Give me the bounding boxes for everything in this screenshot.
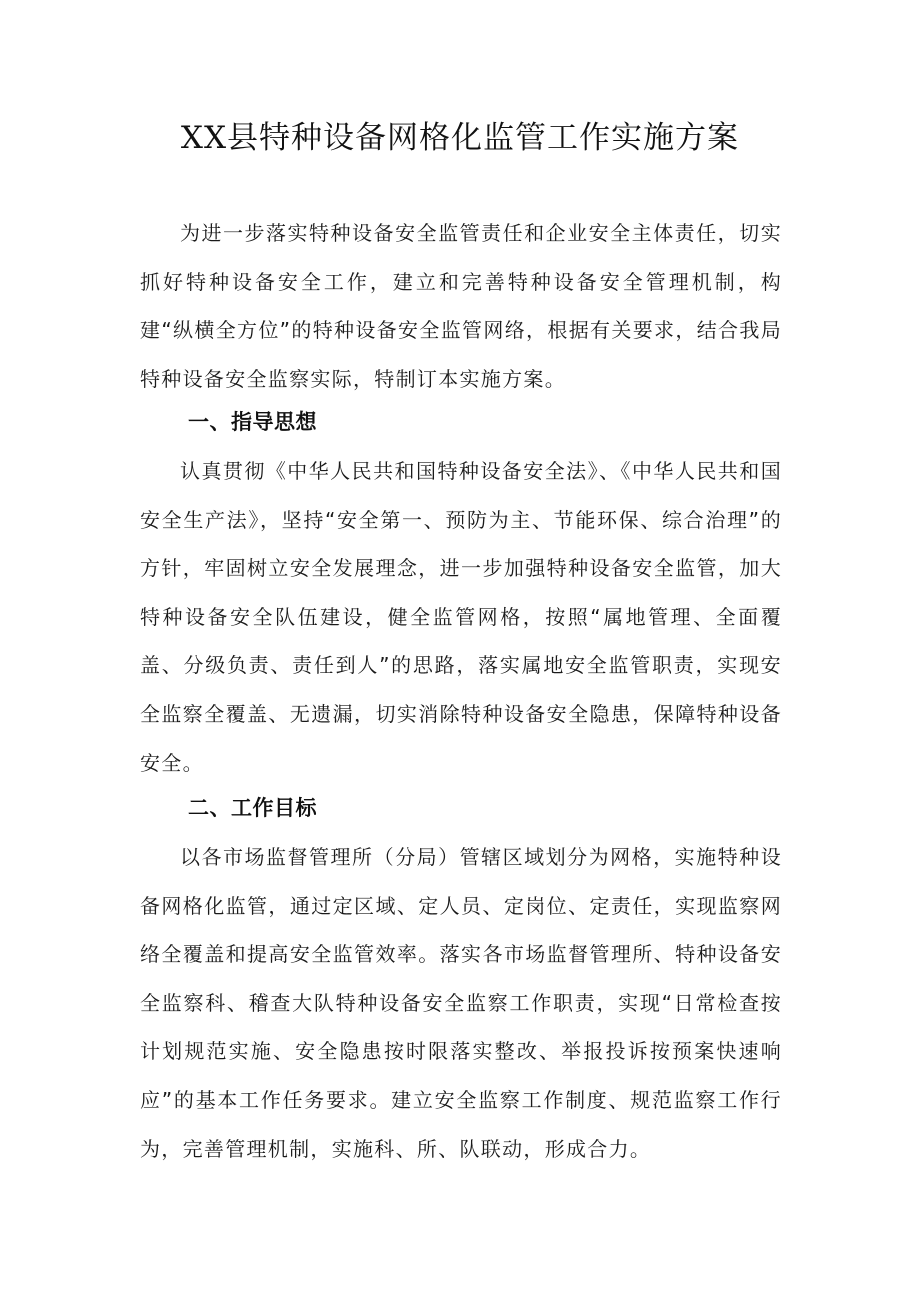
section-heading-guiding-thought: 一、指导思想 [188,410,317,434]
section-body-guiding-thought: 认真贯彻《中华人民共和国特种设备安全法》、《中华人民共和国安全生产法》，坚持“安全第一、预防为主、节能环保、综合治理”的方针，牢固树立安全发展理念，进一步加强特种设备安全监管，加大特种设备安全队伍建设，健全监管网格，按照“属地管理、全面覆盖、分级负责、责任到人”的思路，落实属地安全监管职责，实现安全监察全覆盖、无遗漏，切实消除特种设备安全隐患，保障特种设备安全。 [140,459,782,775]
section-body-work-goals: 以各市场监督管理所（分局）管辖区域划分为网格，实施特种设备网格化监管，通过定区域、定人员、定岗位、定责任，实现监察网络全覆盖和提高安全监管效率。落实各市场监督管理所、特种设备安全监察科、稽查大队特种设备安全监察工作职责，实现“日常检查按计划规范实施、安全隐患按时限落实整改、举报投诉按预案快速响应”的基本工作任务要求。建立安全监察工作制度、规范监察工作行为，完善管理机制，实施科、所、队联动，形成合力。 [140,845,782,1161]
section-heading-work-goals: 二、工作目标 [188,796,317,820]
document-title: XX县特种设备网格化监管工作实施方案 [180,120,740,156]
intro-paragraph: 为进一步落实特种设备安全监管责任和企业安全主体责任，切实抓好特种设备安全工作，建立和完善特种设备安全管理机制，构建“纵横全方位”的特种设备安全监管网络，根据有关要求，结合我局特种设备安全监察实际，特制订本实施方案。 [140,221,782,391]
